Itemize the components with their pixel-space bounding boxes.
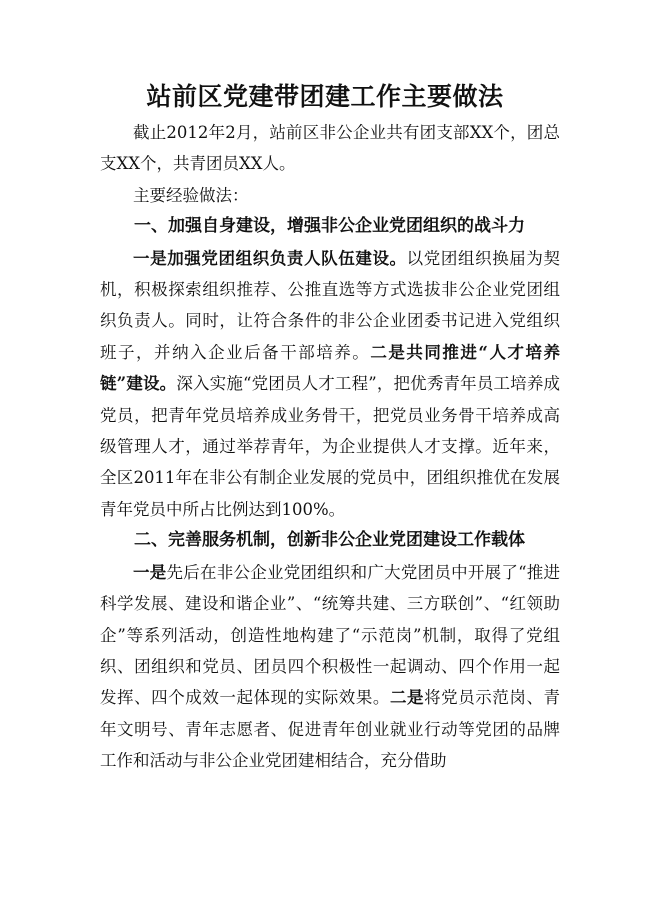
section1-lead-1: 一是加强党团组织负责人队伍建设。 (133, 248, 407, 268)
document-title: 站前区党建带团建工作主要做法 (146, 82, 504, 111)
section2-lead-1: 一是 (133, 562, 167, 582)
section1-paragraph (100, 243, 560, 526)
section1-text-1: 以党团组织换届为契机，积极探索组织推荐、公推直选等方式选拔非公企业党团组织负责人。同时，让符合条件的非公企业团委书记进入党组织班子，并纳入企业后备干部培养。 (100, 248, 561, 362)
section2-lead-2: 二是 (389, 688, 425, 708)
document-body (100, 117, 560, 777)
section2-text-2: 将党员示范岗、青年文明号、青年志愿者、促进青年创业就业行动等党团的品牌工作和活动与非公企业党团建相结合，充分借助 (100, 688, 561, 771)
section2-paragraph (100, 557, 560, 777)
experience-label: 主要经验做法： (133, 185, 249, 205)
section2-text-1: 先后在非公企业党团组织和广大党团员中开展了“推进科学发展、建设和谐企业”、“统筹共建、三方联创”、“红领助企”等系列活动，创造性地构建了“示范岗”机制，取得了党组织、团组织和党员、团员四个积极性一起调动、四个作用一起发挥、四个成效一起体现的实际效果。 (100, 562, 561, 708)
section1-lead-2: 二是共同推进“人才培养链”建设。 (100, 342, 561, 394)
intro-paragraph: 截止2012年2月，站前区非公企业共有团支部XX个，团总支XX个，共青团员XX人。 (100, 123, 560, 174)
section1-text-2: 深入实施“党团员人才工程”，把优秀青年员工培养成党员，把青年党员培养成业务骨干，把党员业务骨干培养成高级管理人才，通过举荐青年，为企业提供人才支撑。近年来，全区2011年在非公有制企业发展的党员中，团组织推优在发展青年党员中所占比例达到100%。 (100, 374, 560, 519)
section2-heading: 二、完善服务机制，创新非公企业党团建设工作载体 (134, 530, 525, 551)
section1-heading: 一、加强自身建设，增强非公企业党团组织的战斗力 (134, 216, 525, 237)
